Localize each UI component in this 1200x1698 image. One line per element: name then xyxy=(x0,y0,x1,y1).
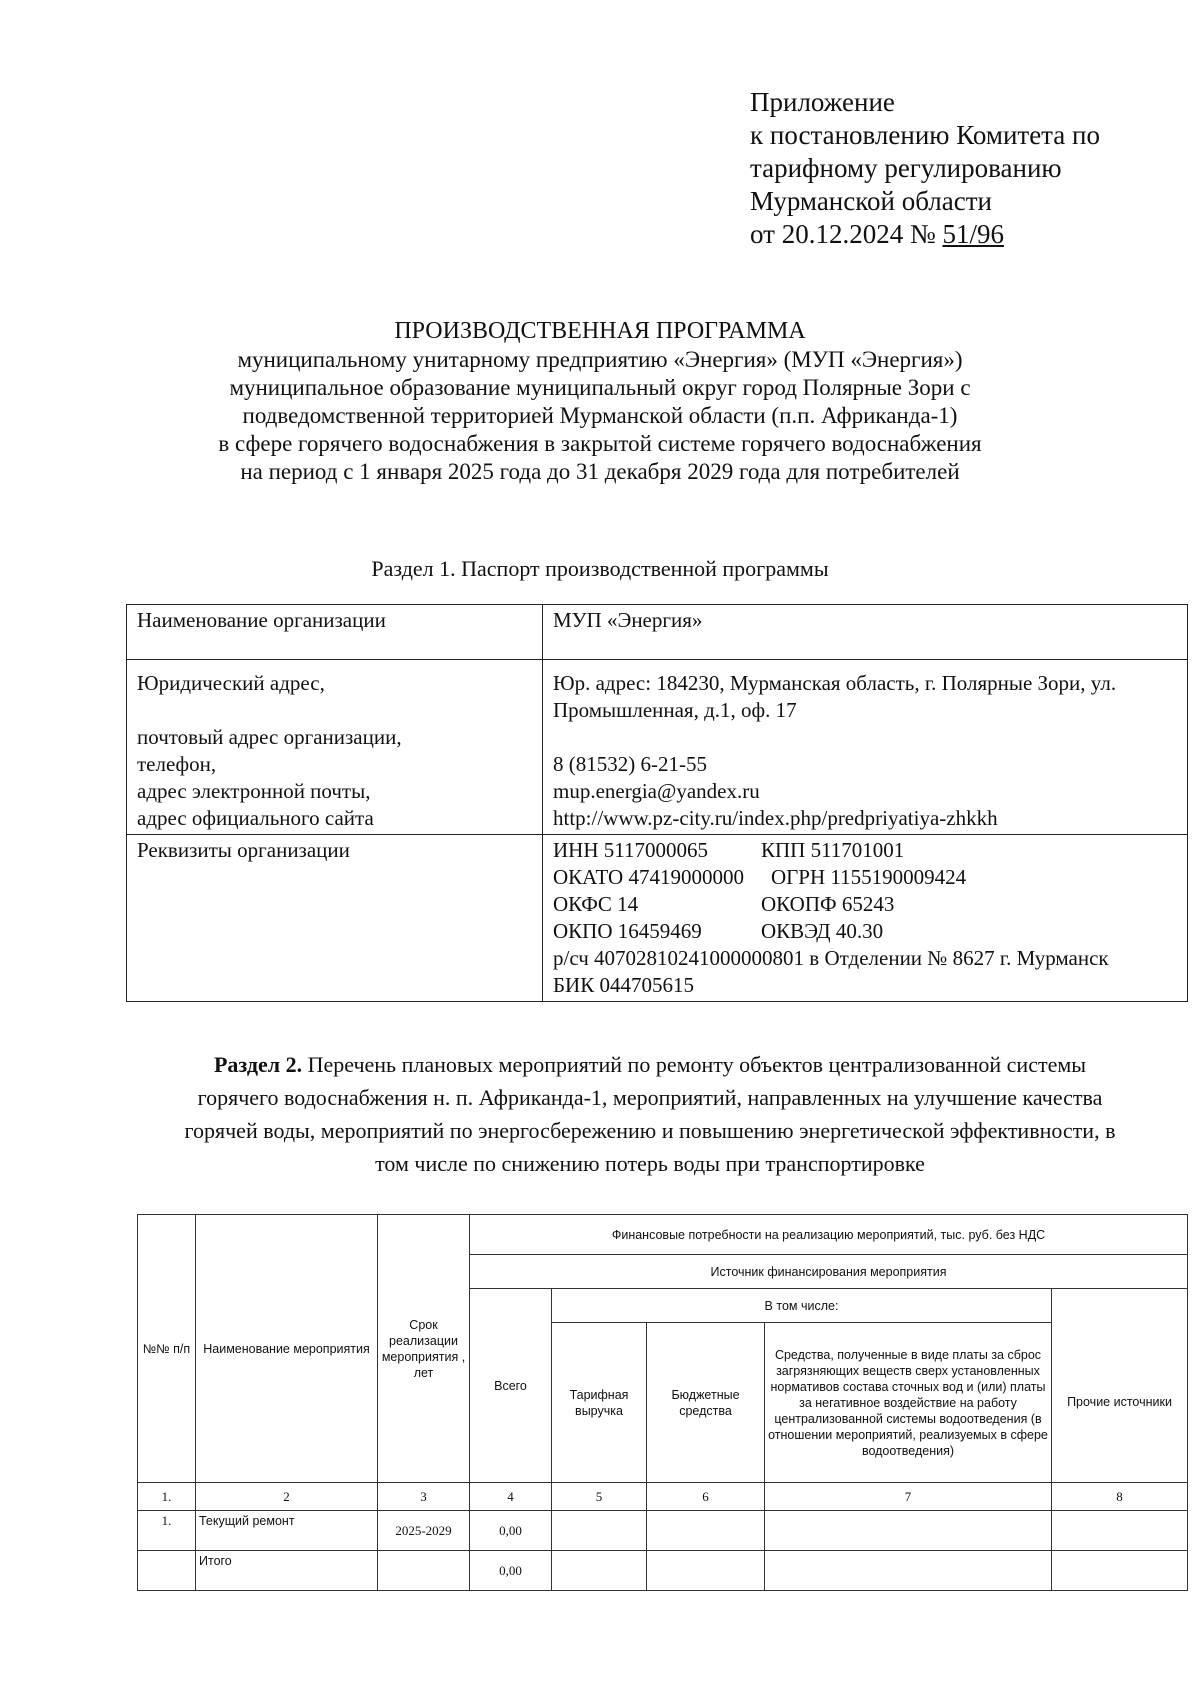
requisites-value xyxy=(543,835,1188,1002)
org-name-value: МУП «Энергия» xyxy=(543,605,1188,660)
program-title-line: в сфере горячего водоснабжения в закрытой системе горячего водоснабжения xyxy=(218,431,982,456)
appendix-date xyxy=(750,218,1170,251)
total-label: Итого xyxy=(196,1551,378,1591)
header-total: Всего xyxy=(470,1289,552,1483)
table-row xyxy=(127,660,1188,835)
bik: БИК 044705615 xyxy=(553,973,694,997)
appendix-block xyxy=(750,86,1170,251)
header-tariff: Тарифная выручка xyxy=(552,1323,647,1483)
phone-value: 8 (81532) 6-21-55 xyxy=(553,752,707,776)
okpo: ОКПО 16459469 xyxy=(553,919,702,943)
appendix-line: к постановлению Комитета по xyxy=(750,120,1100,150)
header-other: Прочие источники xyxy=(1052,1323,1188,1483)
column-index-row xyxy=(138,1483,1188,1511)
appendix-number: 51/96 xyxy=(942,219,1004,249)
program-title-line: подведомственной территорией Мурманской области (п.п. Африканда-1) xyxy=(242,403,958,428)
appendix-line: Приложение xyxy=(750,87,895,117)
column-index: 2 xyxy=(196,1483,378,1511)
table-row xyxy=(127,605,1188,660)
column-index: 6 xyxy=(647,1483,765,1511)
header-term: Срок реализации мероприятия , лет xyxy=(378,1215,470,1483)
column-index: 1. xyxy=(138,1483,196,1511)
contacts-labels xyxy=(127,660,543,835)
section2-heading-line: том числе по снижению потерь воды при транспортировке xyxy=(375,1151,925,1176)
row-total: 0,00 xyxy=(470,1511,552,1551)
program-title xyxy=(100,316,1100,486)
appendix-line: тарифному регулированию xyxy=(750,153,1062,183)
okopf: ОКОПФ 65243 xyxy=(761,892,895,916)
header-budget: Бюджетные средства xyxy=(647,1323,765,1483)
table-header-row xyxy=(138,1215,1188,1255)
site-value: http://www.pz-city.ru/index.php/predpriyatiya-zhkkh xyxy=(553,806,998,830)
section1-heading: Раздел 1. Паспорт производственной программы xyxy=(371,556,829,581)
site-label: адрес официального сайта xyxy=(137,806,374,830)
phone-label: телефон, xyxy=(137,752,217,776)
postal-address-label: почтовый адрес организации, xyxy=(137,725,402,749)
table-row xyxy=(127,835,1188,1002)
header-source: Источник финансирования мероприятия xyxy=(470,1255,1188,1289)
section2-heading-line: горячей воды, мероприятий по энергосбережению и повышению энергетической эффективности, в xyxy=(184,1118,1116,1143)
okato: ОКАТО 47419000000 xyxy=(553,865,744,889)
works-table xyxy=(137,1214,1188,1591)
appendix-date-prefix: от 20.12.2024 № xyxy=(750,219,943,249)
program-title-line: муниципальное образование муниципальный округ город Полярные Зори с xyxy=(229,375,971,400)
header-name: Наименование мероприятия xyxy=(196,1215,378,1483)
section2-heading-line: горячего водоснабжения н. п. Африканда-1, мероприятий, направленных на улучшение качества xyxy=(197,1085,1103,1110)
table-row xyxy=(138,1511,1188,1551)
passport-table xyxy=(126,604,1188,1002)
column-index: 4 xyxy=(470,1483,552,1511)
kpp: КПП 511701001 xyxy=(761,838,905,862)
inn: ИНН 5117000065 xyxy=(553,838,708,862)
section2-heading xyxy=(130,1048,1170,1180)
total-value: 0,00 xyxy=(470,1551,552,1591)
column-index: 8 xyxy=(1052,1483,1188,1511)
appendix-line: Мурманской области xyxy=(750,186,992,216)
contacts-values xyxy=(543,660,1188,835)
bank-account: р/сч 40702810241000000801 в Отделении № 8627 г. Мурманск xyxy=(553,946,1109,970)
program-title-main: ПРОИЗВОДСТВЕННАЯ ПРОГРАММА xyxy=(394,318,806,344)
column-index: 7 xyxy=(765,1483,1052,1511)
program-title-line: на период с 1 января 2025 года до 31 декабря 2029 года для потребителей xyxy=(240,459,960,484)
header-fees: Средства, полученные в виде платы за сброс загрязняющих веществ сверх установленных нормативов состава сточных вод и (или) платы за негативное воздействие на работу централизованной системы водоотведения (в отношении мероприятий, реализуемых в сфере водоотведения) xyxy=(765,1323,1052,1483)
table-row-total xyxy=(138,1551,1188,1591)
column-index: 3 xyxy=(378,1483,470,1511)
requisites-label: Реквизиты организации xyxy=(127,835,543,1002)
email-value: mup.energia@yandex.ru xyxy=(553,779,760,803)
legal-address-value-2: Промышленная, д.1, оф. 17 xyxy=(553,698,797,722)
header-num: №№ п/п xyxy=(138,1215,196,1483)
header-financing-needs: Финансовые потребности на реализацию мероприятий, тыс. руб. без НДС xyxy=(470,1215,1188,1255)
program-title-line: муниципальному унитарному предприятию «Энергия» (МУП «Энергия») xyxy=(237,347,963,372)
row-term: 2025-2029 xyxy=(378,1511,470,1551)
section2-label: Раздел 2. xyxy=(213,1052,303,1077)
column-index: 5 xyxy=(552,1483,647,1511)
legal-address-value: Юр. адрес: 184230, Мурманская область, г. Полярные Зори, ул. xyxy=(553,671,1117,695)
row-num: 1. xyxy=(138,1511,196,1551)
section2-heading-line: Перечень плановых мероприятий по ремонту объектов централизованной системы xyxy=(302,1052,1087,1077)
org-name-label: Наименование организации xyxy=(127,605,543,660)
legal-address-label: Юридический адрес, xyxy=(137,671,325,695)
header-including: В том числе: xyxy=(552,1289,1052,1323)
okved: ОКВЭД 40.30 xyxy=(761,919,884,943)
ogrn: ОГРН 1155190009424 xyxy=(771,865,967,889)
email-label: адрес электронной почты, xyxy=(137,779,371,803)
row-name: Текущий ремонт xyxy=(196,1511,378,1551)
okfs: ОКФС 14 xyxy=(553,892,639,916)
